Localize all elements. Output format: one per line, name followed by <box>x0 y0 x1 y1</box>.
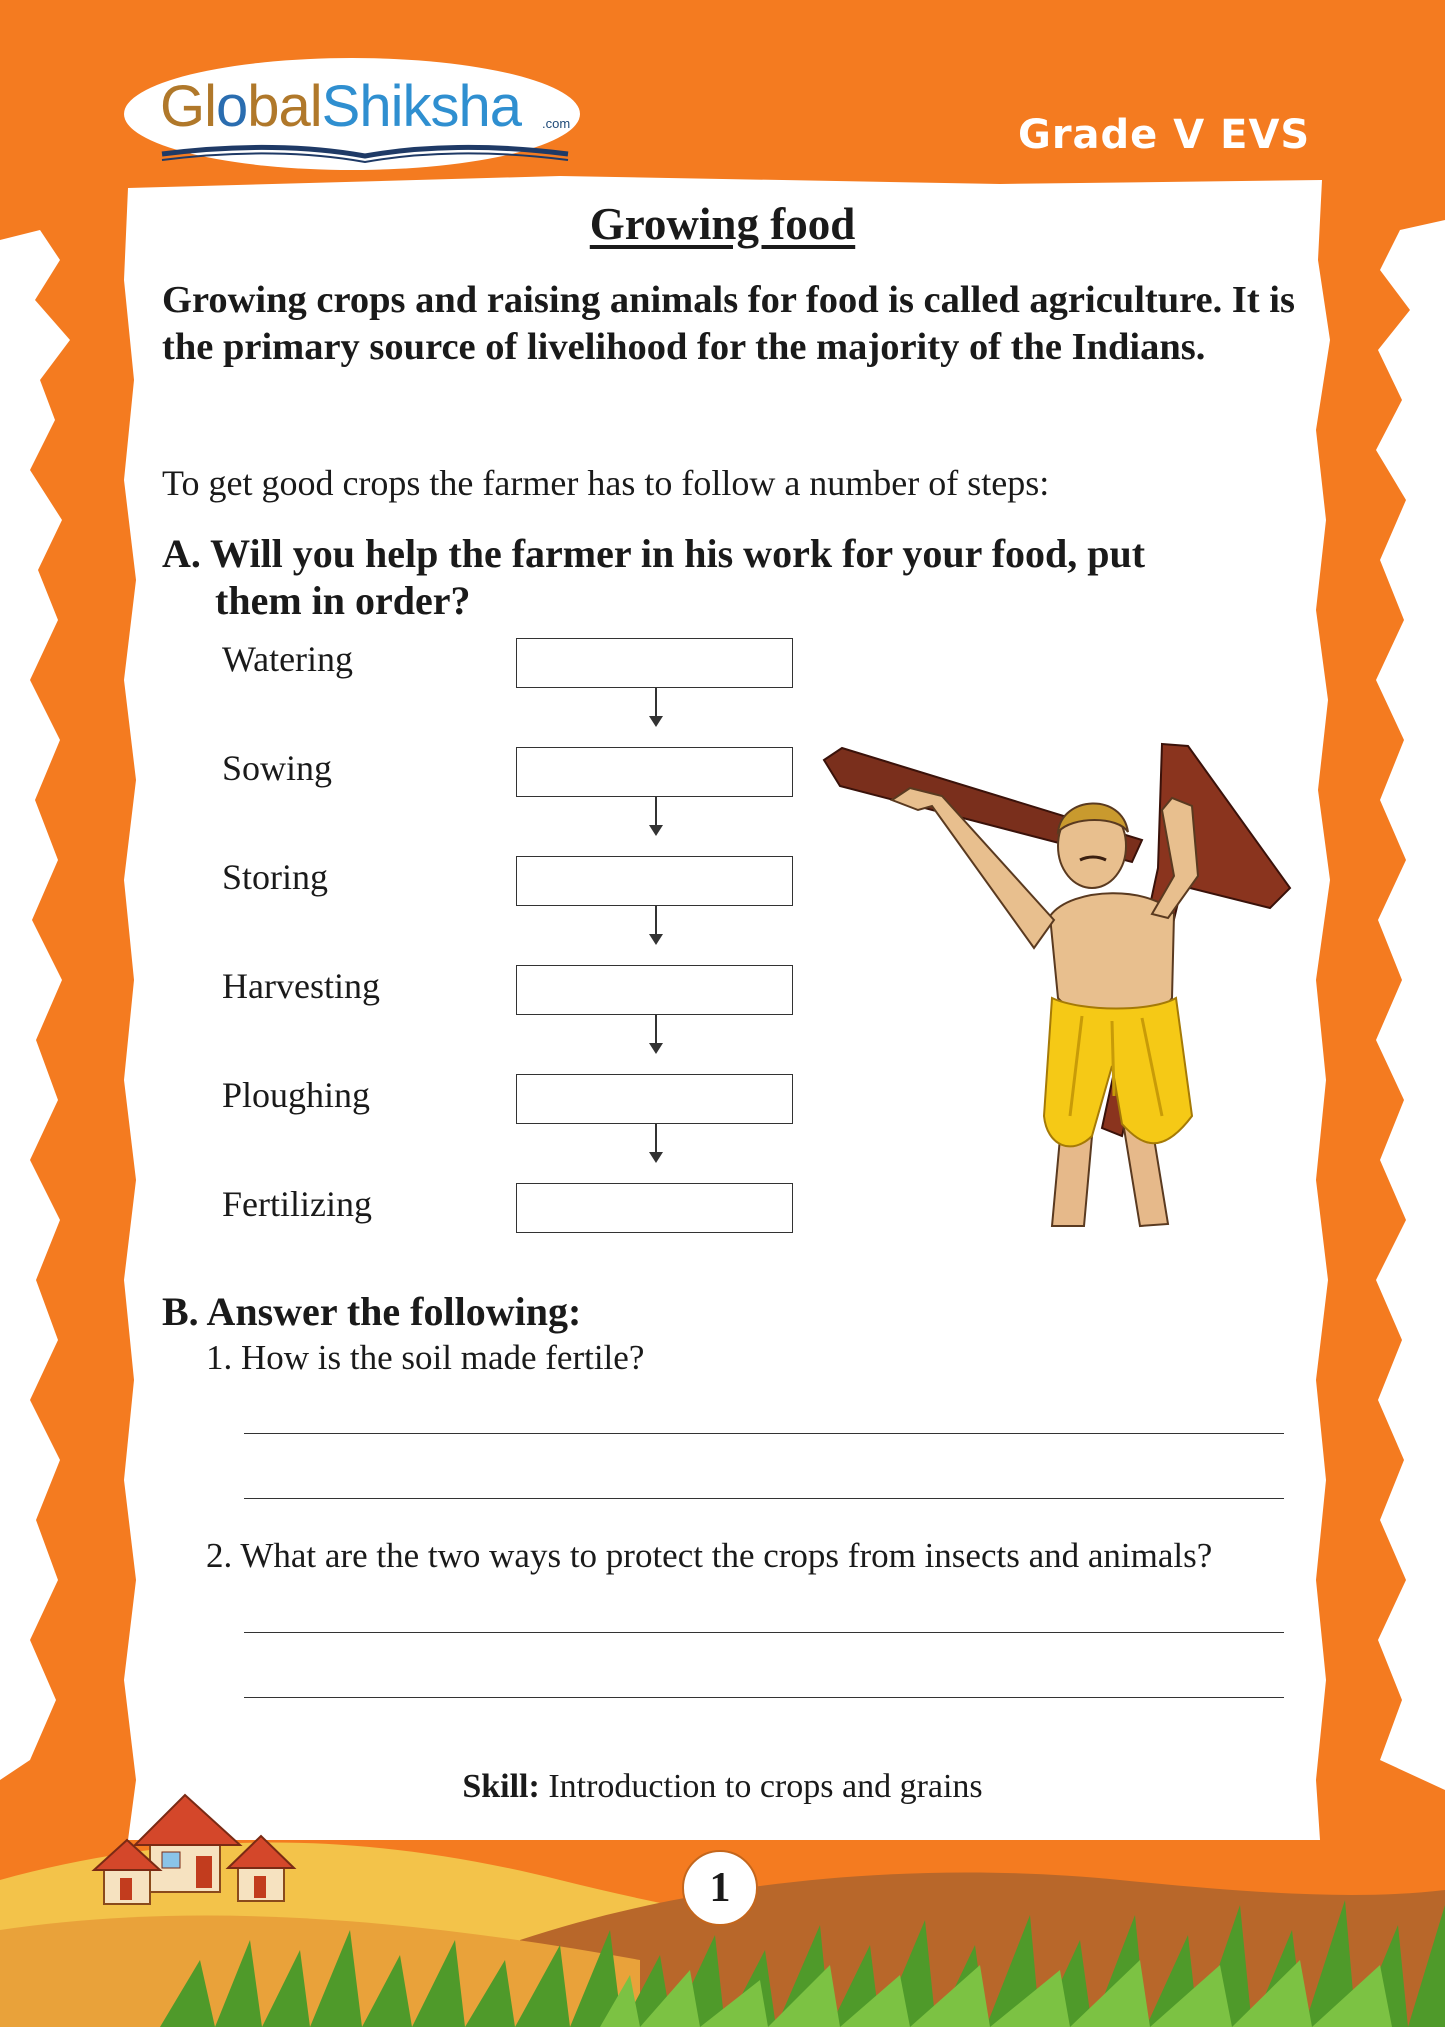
logo-text-global-end: bal <box>247 74 322 139</box>
step-label: Ploughing <box>222 1075 371 1115</box>
order-box-1[interactable] <box>516 638 793 688</box>
question-2: 2. What are the two ways to protect the crops from insects and animals? <box>206 1536 1213 1575</box>
order-box-6[interactable] <box>516 1183 793 1233</box>
section-a-heading <box>162 530 1262 624</box>
logo-suffix: .com <box>542 116 571 131</box>
down-arrow-icon <box>655 1124 657 1154</box>
section-b-heading: B. Answer the following: <box>162 1289 582 1334</box>
step-label: Storing <box>222 857 329 897</box>
farmer-with-plough-illustration <box>822 736 1302 1232</box>
question-1: 1. How is the soil made fertile? <box>206 1338 645 1377</box>
order-box-4[interactable] <box>516 965 793 1015</box>
order-box-5[interactable] <box>516 1074 793 1124</box>
order-box-2[interactable] <box>516 747 793 797</box>
logo-globe-letter: o <box>216 74 248 139</box>
page-title: Growing food <box>589 199 856 249</box>
arrow-head-icon <box>649 1043 663 1054</box>
step-label: Harvesting <box>222 966 380 1006</box>
page-number: 1 <box>682 1850 758 1926</box>
arrow-head-icon <box>649 934 663 945</box>
down-arrow-icon <box>655 688 657 718</box>
intro-paragraph: Growing crops and raising animals for food is called agriculture. It is the primary source of livelihood for the majority of the Indians. <box>162 279 1295 368</box>
logo-text-global-start: Gl <box>160 74 216 139</box>
answer-line[interactable] <box>244 1632 1284 1633</box>
steps-instruction: To get good crops the farmer has to follow a number of steps: <box>162 463 1050 503</box>
globalshiksha-logo <box>122 60 582 170</box>
arrow-head-icon <box>649 716 663 727</box>
section-a-heading-line1: Will you help the farmer in his work for your food, put <box>210 531 1146 576</box>
skill-footer <box>0 1768 1445 1806</box>
book-swoosh-icon <box>160 140 570 164</box>
section-a-heading-line2: them in order? <box>215 578 471 623</box>
step-label: Fertilizing <box>222 1184 372 1224</box>
logo-text-shiksha: Shiksha <box>321 74 522 139</box>
down-arrow-icon <box>655 797 657 827</box>
arrow-head-icon <box>649 825 663 836</box>
arrow-head-icon <box>649 1152 663 1163</box>
down-arrow-icon <box>655 1015 657 1045</box>
skill-text: Introduction to crops and grains <box>539 1768 983 1805</box>
order-box-3[interactable] <box>516 856 793 906</box>
step-label: Sowing <box>222 748 333 788</box>
grade-label: Grade V EVS <box>1018 112 1311 158</box>
skill-label: Skill: <box>462 1768 540 1805</box>
step-label: Watering <box>222 639 354 679</box>
down-arrow-icon <box>655 906 657 936</box>
answer-line[interactable] <box>244 1498 1284 1499</box>
answer-line[interactable] <box>244 1433 1284 1434</box>
answer-line[interactable] <box>244 1697 1284 1698</box>
section-a-prefix: A. <box>162 531 201 576</box>
